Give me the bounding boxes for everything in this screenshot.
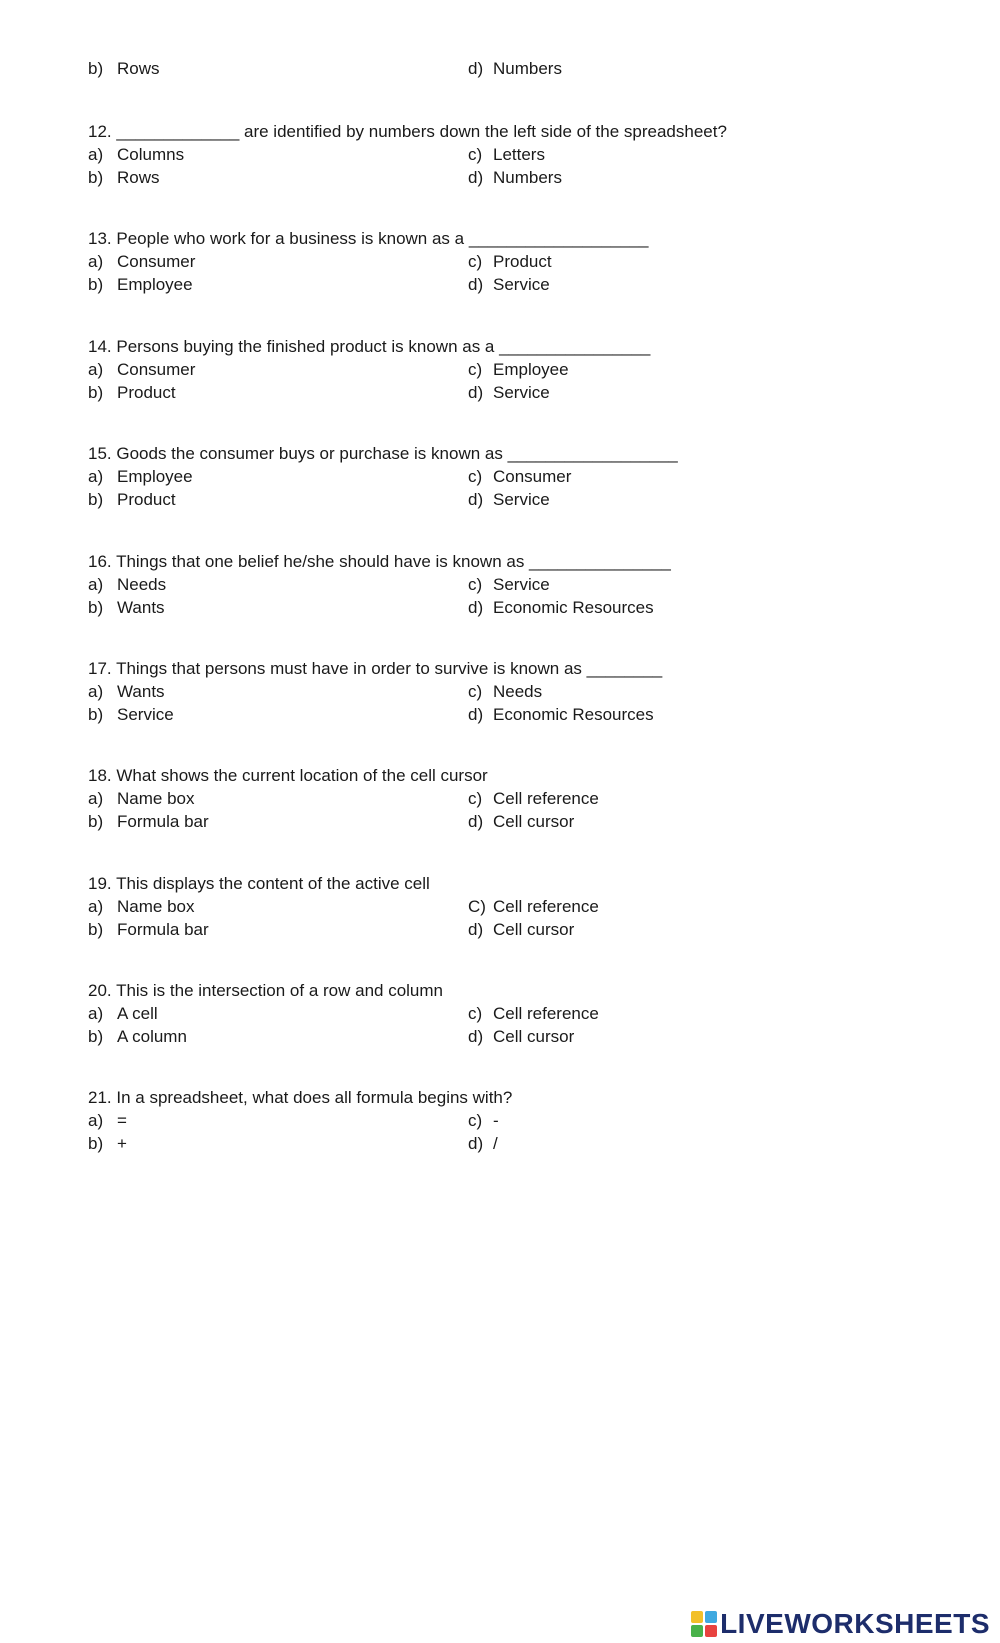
option-letter: b) [88, 383, 104, 402]
option-text: Numbers [493, 168, 562, 187]
option-d[interactable] [468, 1132, 498, 1155]
option-text: Product [117, 383, 176, 402]
option-c[interactable] [468, 573, 550, 596]
option-letter: d) [468, 490, 484, 509]
option-letter: a) [88, 789, 104, 808]
option-d[interactable] [468, 381, 550, 404]
option-c[interactable] [468, 1002, 599, 1025]
option-letter: c) [468, 467, 483, 486]
option-letter: c) [468, 1111, 483, 1130]
option-a[interactable] [88, 250, 195, 273]
option-row [88, 1132, 888, 1155]
option-text: Name box [117, 897, 195, 916]
option-letter: d) [468, 920, 484, 939]
option-row [88, 465, 888, 488]
question-number: 12. [88, 122, 112, 141]
option-letter: b) [88, 1134, 104, 1153]
option-b[interactable] [88, 596, 165, 619]
option-text: Needs [117, 575, 167, 594]
option-row [88, 358, 888, 381]
option-letter: c) [468, 575, 483, 594]
option-letter: c) [468, 789, 483, 808]
question-number: 19. [88, 874, 112, 893]
option-text: Wants [117, 598, 165, 617]
option-row [88, 166, 888, 189]
option-letter: d) [468, 1134, 484, 1153]
option-letter: b) [88, 920, 104, 939]
question-number: 20. [88, 981, 112, 1000]
option-b[interactable] [88, 918, 209, 941]
question-text: Goods the consumer buys or purchase is known as __________________ [116, 444, 678, 463]
option-row [88, 573, 888, 596]
question-16 [88, 550, 888, 619]
option-b[interactable] [88, 810, 209, 833]
option-letter: c) [468, 360, 483, 379]
option-text: Cell reference [493, 1004, 599, 1023]
option-d[interactable] [468, 273, 550, 296]
option-letter: b) [88, 490, 104, 509]
option-text: Cell cursor [493, 920, 575, 939]
option-c[interactable] [468, 787, 599, 810]
question-19 [88, 872, 888, 941]
option-a[interactable] [88, 1002, 158, 1025]
option-letter: c) [468, 682, 483, 701]
option-text: Cell reference [493, 897, 599, 916]
option-a[interactable] [88, 680, 165, 703]
option-text: Name box [117, 789, 195, 808]
option-text: Wants [117, 682, 165, 701]
option-letter: a) [88, 575, 104, 594]
option-c[interactable] [468, 1109, 499, 1132]
question-number: 18. [88, 766, 112, 785]
option-letter: a) [88, 252, 104, 271]
option-text: Cell reference [493, 789, 599, 808]
option-letter: a) [88, 467, 104, 486]
option-d[interactable] [468, 1025, 574, 1048]
question-stem [88, 657, 888, 680]
option-text: A cell [117, 1004, 158, 1023]
option-a[interactable] [88, 787, 194, 810]
option-letter: b) [88, 705, 104, 724]
option-row [88, 381, 888, 404]
option-text: Service [493, 275, 550, 294]
option-row [88, 1109, 888, 1132]
option-letter: d) [468, 383, 484, 402]
option-letter: a) [88, 682, 104, 701]
option-letter: d) [468, 275, 484, 294]
option-b[interactable] [88, 166, 160, 189]
option-b[interactable] [88, 703, 174, 726]
option-d[interactable] [468, 166, 562, 189]
option-text: Consumer [117, 360, 196, 379]
option-a[interactable] [88, 1109, 127, 1132]
option-letter: c) [468, 252, 483, 271]
question-17 [88, 657, 888, 726]
option-b[interactable] [88, 381, 176, 404]
option-row [88, 596, 888, 619]
option-text: Employee [493, 360, 569, 379]
option-letter: c) [468, 1004, 483, 1023]
option-letter: a) [88, 897, 104, 916]
question-stem [88, 550, 888, 573]
option-text: Cell cursor [493, 812, 575, 831]
option-text: Economic Resources [493, 598, 654, 617]
question-text: What shows the current location of the cell cursor [116, 766, 488, 785]
option-row [88, 1002, 888, 1025]
option-text: Economic Resources [493, 705, 654, 724]
option-text: + [117, 1134, 127, 1153]
liveworksheets-logo-icon [691, 1611, 717, 1637]
option-d[interactable] [468, 703, 654, 726]
option-letter: b) [88, 59, 104, 78]
option-text: Cell cursor [493, 1027, 575, 1046]
option-letter: a) [88, 1111, 104, 1130]
liveworksheets-logo [691, 1609, 990, 1639]
option-text: = [117, 1111, 127, 1130]
option-text: Consumer [493, 467, 572, 486]
option-text: Rows [117, 168, 160, 187]
question-text: In a spreadsheet, what does all formula begins with? [116, 1088, 513, 1107]
option-text: Needs [493, 682, 543, 701]
option-row [88, 57, 888, 80]
option-b[interactable] [88, 57, 160, 80]
question-21 [88, 1086, 888, 1155]
option-letter: d) [468, 812, 484, 831]
option-letter: d) [468, 59, 484, 78]
option-letter: a) [88, 1004, 104, 1023]
option-row [88, 918, 888, 941]
question-number: 17. [88, 659, 112, 678]
option-c[interactable] [468, 358, 569, 381]
option-a[interactable] [88, 573, 166, 596]
option-b[interactable] [88, 1025, 187, 1048]
option-row [88, 787, 888, 810]
question-text: _____________ are identified by numbers down the left side of the spreadsheet? [116, 122, 727, 141]
question-stem [88, 764, 888, 787]
question-number: 21. [88, 1088, 112, 1107]
option-c[interactable] [468, 465, 571, 488]
option-a[interactable] [88, 895, 194, 918]
option-text: Service [493, 383, 550, 402]
question-number: 14. [88, 337, 112, 356]
question-stem [88, 1086, 888, 1109]
question-20 [88, 979, 888, 1048]
option-text: Product [493, 252, 552, 271]
option-row [88, 680, 888, 703]
option-text: Columns [117, 145, 185, 164]
option-c[interactable] [468, 250, 552, 273]
option-letter: b) [88, 812, 104, 831]
question-stem [88, 335, 888, 358]
question-text: Things that one belief he/she should have is known as _______________ [116, 552, 671, 571]
option-letter: a) [88, 360, 104, 379]
option-letter: d) [468, 1027, 484, 1046]
option-letter: a) [88, 145, 104, 164]
option-letter: d) [468, 168, 484, 187]
option-row [88, 250, 888, 273]
option-text: Numbers [493, 59, 562, 78]
option-text: / [493, 1134, 498, 1153]
option-letter: b) [88, 275, 104, 294]
option-text: Rows [117, 59, 160, 78]
option-row [88, 895, 888, 918]
question-text: Persons buying the finished product is known as a ________________ [116, 337, 651, 356]
option-letter: b) [88, 598, 104, 617]
option-text: Service [493, 575, 550, 594]
question-stem [88, 872, 888, 895]
option-text: Product [117, 490, 176, 509]
option-c[interactable] [468, 143, 545, 166]
option-text: Service [117, 705, 174, 724]
question-15 [88, 442, 888, 511]
option-text: - [493, 1111, 499, 1130]
option-row [88, 143, 888, 166]
question-stem [88, 979, 888, 1002]
option-c[interactable] [468, 895, 599, 918]
question-text: People who work for a business is known as a ___________________ [116, 229, 649, 248]
logo-text: LIVEWORKSHEETS [720, 1608, 990, 1639]
question-number: 15. [88, 444, 112, 463]
question-text: This displays the content of the active cell [116, 874, 430, 893]
option-b[interactable] [88, 488, 176, 511]
option-text: Formula bar [117, 812, 209, 831]
option-row [88, 1025, 888, 1048]
option-letter: c) [468, 145, 483, 164]
option-row [88, 488, 888, 511]
option-letter: b) [88, 1027, 104, 1046]
question-13 [88, 227, 888, 296]
continued-options [88, 57, 888, 80]
option-text: Employee [117, 275, 193, 294]
option-row [88, 703, 888, 726]
option-text: Service [493, 490, 550, 509]
option-a[interactable] [88, 358, 195, 381]
option-letter: b) [88, 168, 104, 187]
option-text: Letters [493, 145, 545, 164]
option-b[interactable] [88, 1132, 127, 1155]
option-d[interactable] [468, 488, 550, 511]
option-row [88, 810, 888, 833]
question-number: 16. [88, 552, 112, 571]
option-letter: C) [468, 897, 486, 916]
option-a[interactable] [88, 465, 193, 488]
question-stem [88, 227, 888, 250]
option-d[interactable] [468, 57, 562, 80]
option-c[interactable] [468, 680, 542, 703]
question-number: 13. [88, 229, 112, 248]
option-text: Formula bar [117, 920, 209, 939]
option-letter: d) [468, 598, 484, 617]
option-row [88, 273, 888, 296]
question-stem [88, 120, 888, 143]
option-b[interactable] [88, 273, 193, 296]
option-text: Consumer [117, 252, 196, 271]
question-stem [88, 442, 888, 465]
option-letter: d) [468, 705, 484, 724]
question-14 [88, 335, 888, 404]
question-text: This is the intersection of a row and column [116, 981, 443, 1000]
option-d[interactable] [468, 596, 654, 619]
option-d[interactable] [468, 810, 574, 833]
option-d[interactable] [468, 918, 574, 941]
option-text: Employee [117, 467, 193, 486]
question-12 [88, 120, 888, 189]
option-a[interactable] [88, 143, 184, 166]
option-text: A column [117, 1027, 187, 1046]
question-18 [88, 764, 888, 833]
question-text: Things that persons must have in order to survive is known as ________ [116, 659, 663, 678]
